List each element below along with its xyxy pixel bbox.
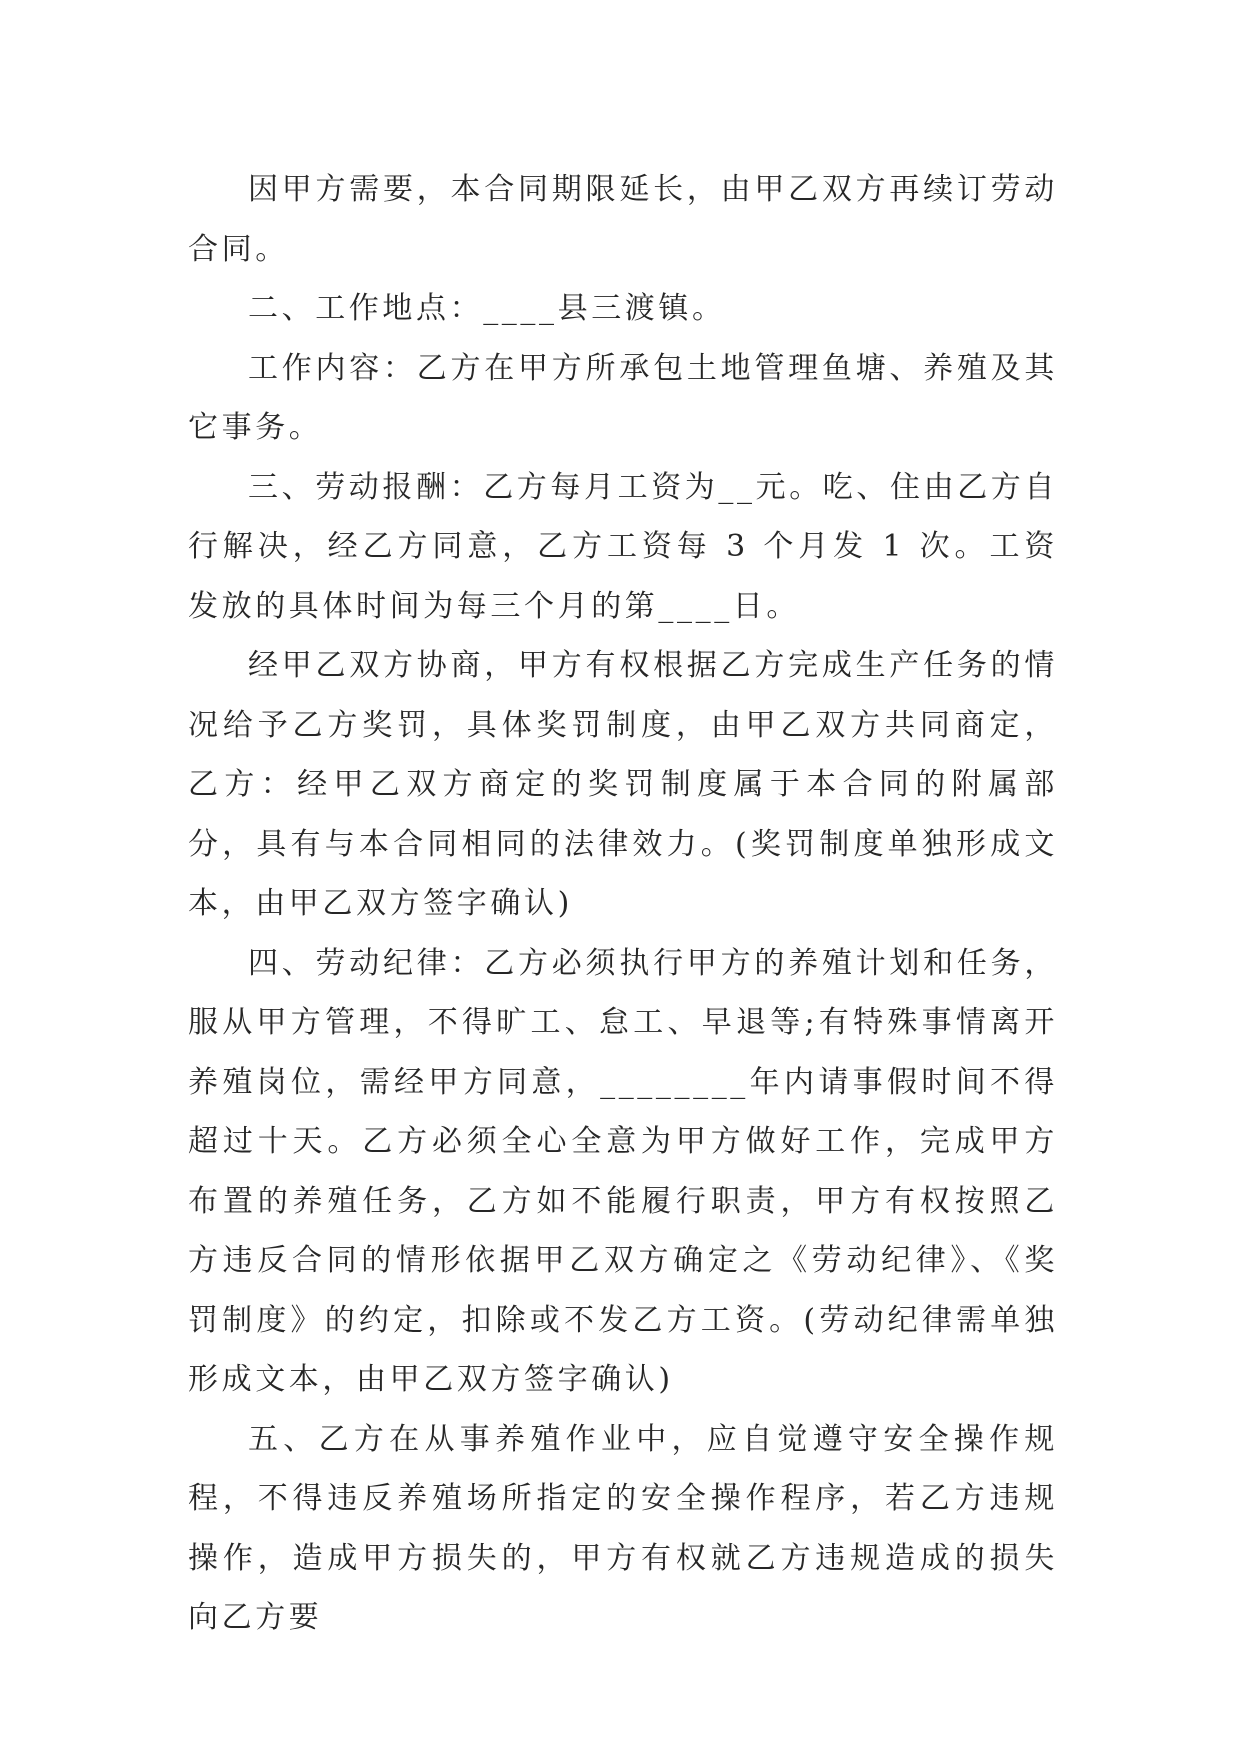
- contract-body: [188, 160, 1058, 1648]
- paragraph-work-location: 二、工作地点：____县三渡镇。: [248, 291, 726, 326]
- paragraph-labor-remuneration: 三、劳动报酬：乙方每月工资为__元。吃、住由乙方自行解决，经乙方同意，乙方工资每 3 个月发 1 次。工资发放的具体时间为每三个月的第____日。: [188, 469, 1058, 624]
- paragraph-labor-discipline: 四、劳动纪律：乙方必须执行甲方的养殖计划和任务，服从甲方管理，不得旷工、怠工、早退等;有特殊事情离开养殖岗位，需经甲方同意，________年内请事假时间不得超过十天。乙方必须全心全意为甲方做好工作，完成甲方布置的养殖任务，乙方如不能履行职责，甲方有权按照乙方违反合同的情形依据甲乙双方确定之《劳动纪律》、《奖罚制度》的约定，扣除或不发乙方工资。(劳动纪律需单独形成文本，由甲乙双方签字确认): [188, 945, 1058, 1397]
- paragraph-safety-rules: 五、乙方在从事养殖作业中，应自觉遵守安全操作规程，不得违反养殖场所指定的安全操作程序，若乙方违规操作，造成甲方损失的，甲方有权就乙方违规造成的损失向乙方要: [188, 1421, 1058, 1635]
- paragraph-rewards-penalties: 经甲乙双方协商，甲方有权根据乙方完成生产任务的情况给予乙方奖罚，具体奖罚制度，由甲乙双方共同商定，乙方：经甲乙双方商定的奖罚制度属于本合同的附属部分，具有与本合同相同的法律效力。(奖罚制度单独形成文本，由甲乙双方签字确认): [188, 648, 1058, 921]
- paragraph-contract-extension: 因甲方需要，本合同期限延长，由甲乙双方再续订劳动合同。: [188, 172, 1058, 267]
- paragraph-work-content: 工作内容：乙方在甲方所承包土地管理鱼塘、养殖及其它事务。: [188, 350, 1058, 445]
